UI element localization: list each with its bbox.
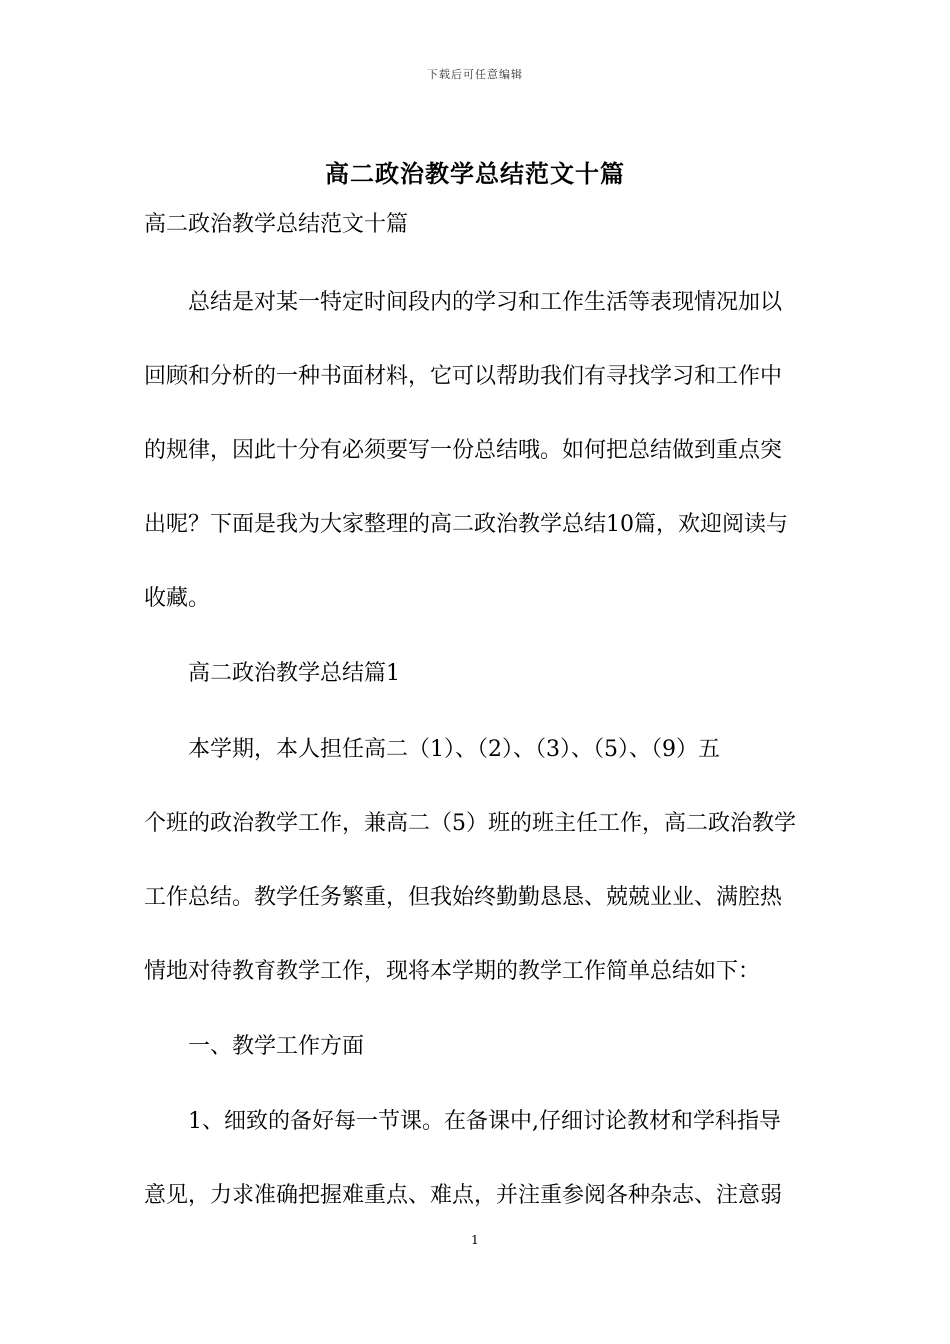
paragraph-line: 意见，力求准确把握难重点、难点，并注重参阅各种杂志、注意弱 (144, 1183, 783, 1208)
subtitle-line: 高二政治教学总结范文十篇 (144, 212, 409, 237)
paragraph-line: 工作总结。教学任务繁重，但我始终勤勤恳恳、兢兢业业、满腔热 (144, 885, 783, 910)
document-title: 高二政治教学总结范文十篇 (325, 159, 625, 188)
header-note: 下载后可任意编辑 (427, 68, 523, 81)
paragraph-line: 总结是对某一特定时间段内的学习和工作生活等表现情况加以 (188, 290, 783, 315)
paragraph-line: 1、细致的备好每一节课。在备课中,仔细讨论教材和学科指导 (188, 1109, 781, 1134)
paragraph-line: 情地对待教育教学工作，现将本学期的教学工作简单总结如下： (144, 959, 761, 984)
section-heading: 一、教学工作方面 (188, 1034, 365, 1059)
paragraph-line: 收藏。 (144, 586, 211, 611)
page-number: 1 (471, 1233, 479, 1247)
paragraph-line: 回顾和分析的一种书面材料，它可以帮助我们有寻找学习和工作中 (144, 364, 783, 389)
paragraph-line: 出呢？下面是我为大家整理的高二政治教学总结10篇，欢迎阅读与 (144, 512, 788, 537)
section-heading: 高二政治教学总结篇1 (188, 661, 400, 686)
paragraph-line: 本学期，本人担任高二（1）、（2）、（3）、（5）、（9）五 (188, 737, 720, 762)
paragraph-line: 的规律，因此十分有必须要写一份总结哦。如何把总结做到重点突 (144, 438, 783, 463)
paragraph-line: 个班的政治教学工作，兼高二（5）班的班主任工作，高二政治教学 (144, 811, 796, 836)
